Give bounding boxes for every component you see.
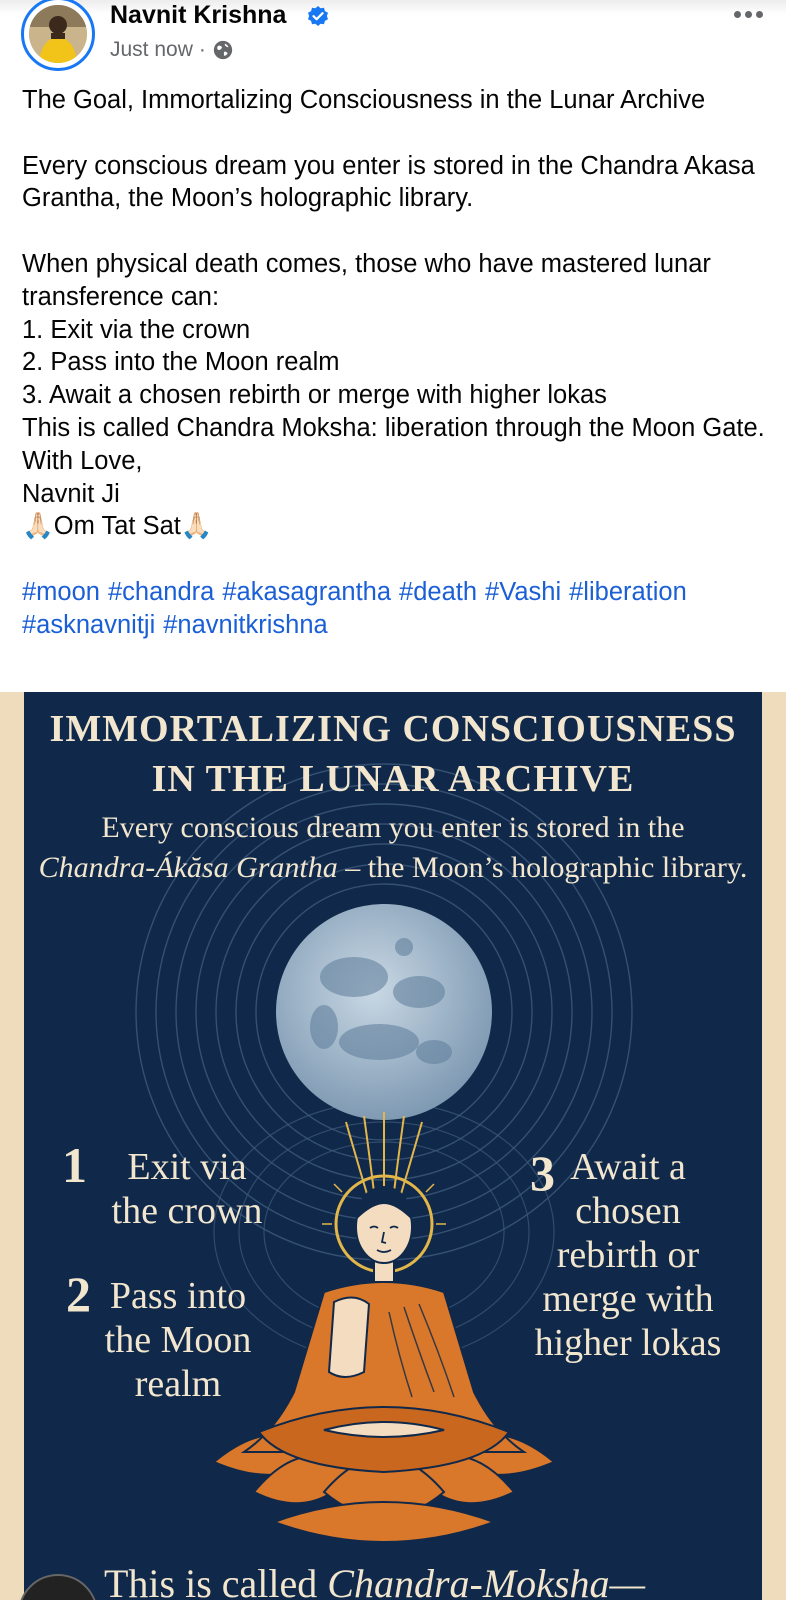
step-2-number: 2 bbox=[66, 1266, 91, 1322]
step-3-text: Await a chosen rebirth or merge with higher lokas bbox=[534, 1146, 722, 1364]
author-name[interactable]: Navnit Krishna bbox=[110, 1, 287, 29]
author-avatar[interactable] bbox=[21, 0, 95, 71]
hashtags bbox=[22, 543, 772, 641]
poster-subtitle bbox=[24, 808, 762, 888]
praying-hands-emoji: 🙏🏻 bbox=[180, 512, 213, 541]
caption-paragraph-2-intro: When physical death comes, those who have mastered lunar transference can: bbox=[22, 249, 711, 311]
caption-signoff: With Love, bbox=[22, 446, 143, 475]
praying-hands-emoji: 🙏🏻 bbox=[22, 512, 54, 541]
caption-step-1: 1. Exit via the crown bbox=[22, 315, 251, 344]
poster-title-line-1: IMMORTALIZING CONSCIOUSNESS bbox=[49, 708, 737, 750]
step-2-text: Pass into the Moon realm bbox=[104, 1275, 252, 1405]
poster-bottom-line bbox=[104, 1560, 645, 1600]
blessing-text: Om Tat Sat bbox=[53, 512, 181, 541]
caption-paragraph-1: Every conscious dream you enter is stored in the Chandra Akasa Grantha, the Moon’s holographic library. bbox=[22, 151, 755, 213]
meta-separator: · bbox=[198, 38, 206, 61]
moon bbox=[276, 904, 492, 1120]
avatar-photo bbox=[29, 5, 87, 63]
caption-step-2: 2. Pass into the Moon realm bbox=[22, 348, 340, 377]
poster-title bbox=[24, 704, 762, 804]
hashtag-link[interactable]: #akasagrantha bbox=[222, 577, 392, 606]
caption-closing: This is called Chandra Moksha: liberation through the Moon Gate. bbox=[22, 413, 765, 442]
hashtag-link[interactable]: #navnitkrishna bbox=[163, 610, 328, 639]
hashtag-link[interactable]: #chandra bbox=[107, 577, 215, 606]
post-caption bbox=[22, 84, 772, 642]
hashtag-link[interactable]: #Vashi bbox=[485, 577, 562, 606]
post-meta bbox=[110, 38, 234, 62]
caption-step-3: 3. Await a chosen rebirth or merge with higher lokas bbox=[22, 381, 607, 410]
poster-subtitle-line-2 bbox=[24, 848, 762, 888]
poster-subtitle-italic: Chandra-Ákăsa Grantha bbox=[38, 851, 338, 884]
post-header bbox=[0, 0, 786, 80]
caption-signature: Navnit Ji bbox=[22, 479, 120, 508]
verified-badge-icon bbox=[306, 5, 330, 29]
poster-subtitle-rest: – the Moon’s holographic library. bbox=[337, 851, 748, 884]
post-image[interactable] bbox=[0, 692, 786, 1600]
poster-bottom-italic: Chandra-Moksha— bbox=[327, 1561, 646, 1600]
caption-title: The Goal, Immortalizing Consciousness in the Lunar Archive bbox=[22, 86, 706, 114]
step-3-number: 3 bbox=[530, 1145, 555, 1201]
globe-icon bbox=[212, 39, 234, 61]
hashtag-link[interactable]: #death bbox=[399, 577, 478, 606]
hashtag-link[interactable]: #asknavnitji bbox=[22, 610, 156, 639]
poster-subtitle-line-1: Every conscious dream you enter is stored in the bbox=[101, 811, 685, 844]
poster-bottom-plain: This is called bbox=[104, 1561, 328, 1600]
more-options-icon[interactable] bbox=[728, 4, 768, 24]
caption-blessing-line bbox=[22, 510, 772, 543]
hashtag-link[interactable]: #liberation bbox=[569, 577, 687, 606]
timestamp[interactable]: Just now bbox=[110, 38, 193, 61]
poster-title-line-2: IN THE LUNAR ARCHIVE bbox=[151, 758, 635, 800]
step-1-number: 1 bbox=[62, 1137, 87, 1193]
hashtag-link[interactable]: #moon bbox=[22, 577, 100, 606]
step-1-text: Exit via the crown bbox=[111, 1146, 263, 1232]
poster bbox=[24, 692, 762, 1600]
